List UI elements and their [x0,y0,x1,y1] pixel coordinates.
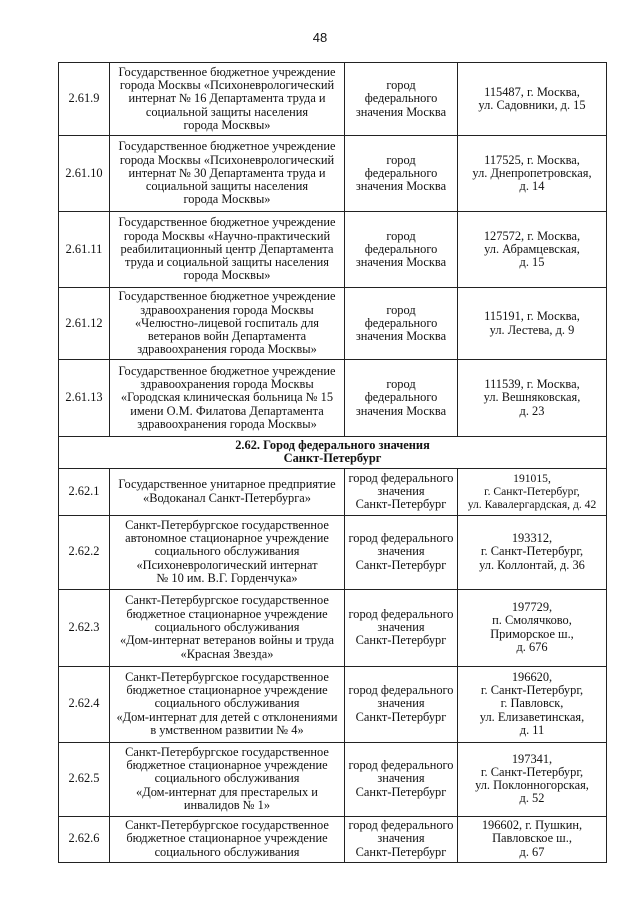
row-number-cell: 2.61.9 [59,63,110,136]
row-number-cell: 2.61.13 [59,360,110,437]
section-heading-row [59,437,607,469]
table-row [59,468,607,515]
address-cell: 191015, г. Санкт-Петербург, ул. Кавалергардская, д. 42 [458,468,607,515]
region-cell: город федерального значения Санкт-Петербург [345,666,458,742]
address-cell: 196620, г. Санкт-Петербург, г. Павловск, ул. Елизаветинская, д. 11 [458,666,607,742]
section-heading: 2.62. Город федерального значения Санкт-Петербург [59,437,607,469]
region-cell: город федерального значения Санкт-Петербург [345,515,458,589]
table-row [59,515,607,589]
institution-name-cell: Санкт-Петербургское государственное автономное стационарное учреждение социального обслуживания «Психоневрологический интернат № 10 им. В.Г. Горденчука» [110,515,345,589]
table-row [59,816,607,862]
address-cell: 115487, г. Москва, ул. Садовники, д. 15 [458,63,607,136]
region-cell: город федерального значения Москва [345,360,458,437]
region-cell: город федерального значения Санкт-Петербург [345,816,458,862]
registry-table [58,62,607,863]
row-number-cell: 2.62.4 [59,666,110,742]
institution-name-cell: Государственное бюджетное учреждение города Москвы «Психоневрологический интернат № 30 Департамента труда и социальной защиты населения города Москвы» [110,136,345,212]
region-cell: город федерального значения Москва [345,136,458,212]
region-cell: город федерального значения Санкт-Петербург [345,742,458,816]
row-number-cell: 2.61.12 [59,288,110,360]
address-cell: 117525, г. Москва, ул. Днепропетровская, д. 14 [458,136,607,212]
region-cell: город федерального значения Москва [345,288,458,360]
address-cell: 115191, г. Москва, ул. Лестева, д. 9 [458,288,607,360]
table-row [59,742,607,816]
row-number-cell: 2.62.5 [59,742,110,816]
institution-name-cell: Государственное бюджетное учреждение здравоохранения города Москвы «Городская клиническая больница № 15 имени О.М. Филатова Департамента здравоохранения города Москвы» [110,360,345,437]
table-row [59,136,607,212]
region-cell: город федерального значения Москва [345,63,458,136]
region-cell: город федерального значения Санкт-Петербург [345,468,458,515]
row-number-cell: 2.62.1 [59,468,110,515]
region-cell: город федерального значения Москва [345,212,458,288]
address-cell: 196602, г. Пушкин, Павловское ш., д. 67 [458,816,607,862]
region-cell: город федерального значения Санкт-Петербург [345,589,458,666]
table-row [59,666,607,742]
institution-name-cell: Санкт-Петербургское государственное бюджетное стационарное учреждение социального обслуживания «Дом-интернат для престарелых и инвалидов № 1» [110,742,345,816]
row-number-cell: 2.62.6 [59,816,110,862]
address-cell: 197729, п. Смолячково, Приморское ш., д. 676 [458,589,607,666]
institution-name-cell: Государственное бюджетное учреждение города Москвы «Психоневрологический интернат № 16 Департамента труда и социальной защиты населения города Москвы» [110,63,345,136]
address-cell: 127572, г. Москва, ул. Абрамцевская, д. 15 [458,212,607,288]
table-row [59,589,607,666]
row-number-cell: 2.61.10 [59,136,110,212]
table-row [59,63,607,136]
row-number-cell: 2.62.2 [59,515,110,589]
institution-name-cell: Государственное унитарное предприятие «Водоканал Санкт-Петербурга» [110,468,345,515]
institution-name-cell: Санкт-Петербургское государственное бюджетное стационарное учреждение социального обслуживания «Дом-интернат ветеранов войны и труда «Красная Звезда» [110,589,345,666]
table-row [59,212,607,288]
address-cell: 197341, г. Санкт-Петербург, ул. Поклонногорская, д. 52 [458,742,607,816]
institution-name-cell: Санкт-Петербургское государственное бюджетное стационарное учреждение социального обслуживания [110,816,345,862]
institution-name-cell: Санкт-Петербургское государственное бюджетное стационарное учреждение социального обслуживания «Дом-интернат для детей с отклонениями в умственном развитии № 4» [110,666,345,742]
address-cell: 193312, г. Санкт-Петербург, ул. Коллонтай, д. 36 [458,515,607,589]
institution-name-cell: Государственное бюджетное учреждение здравоохранения города Москвы «Челюстно-лицевой госпиталь для ветеранов войн Департамента здравоохранения города Москвы» [110,288,345,360]
institution-name-cell: Государственное бюджетное учреждение города Москвы «Научно-практический реабилитационный центр Департамента труда и социальной защиты населения города Москвы» [110,212,345,288]
row-number-cell: 2.61.11 [59,212,110,288]
row-number-cell: 2.62.3 [59,589,110,666]
page-number: 48 [312,30,328,45]
table-row [59,360,607,437]
table-row [59,288,607,360]
address-cell: 111539, г. Москва, ул. Вешняковская, д. 23 [458,360,607,437]
